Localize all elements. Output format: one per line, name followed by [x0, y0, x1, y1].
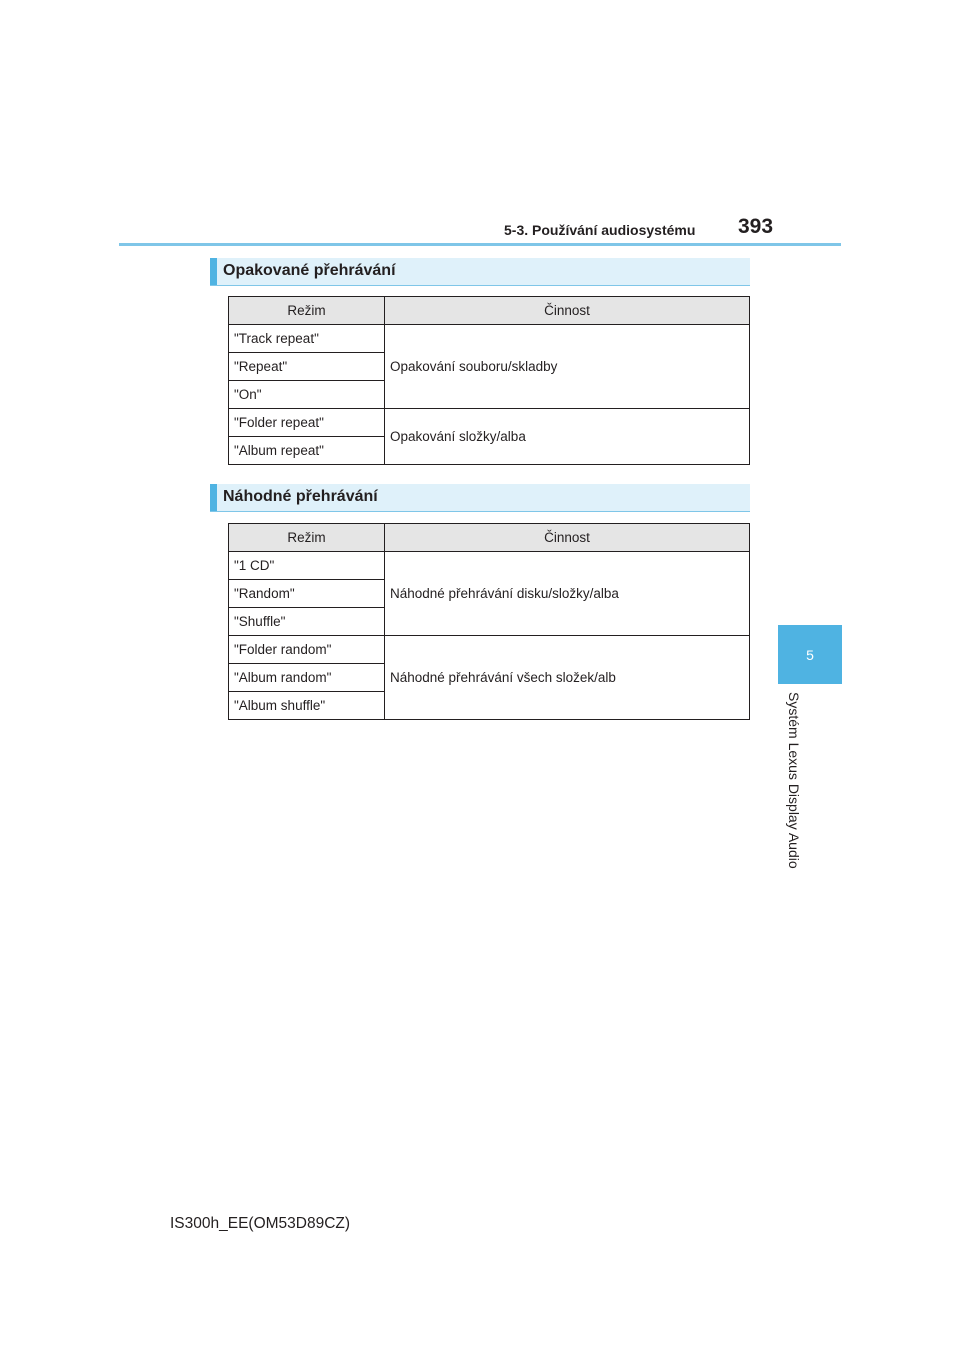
- mode-cell: "Folder random": [229, 636, 385, 664]
- mode-cell: "Album random": [229, 664, 385, 692]
- mode-cell: "Repeat": [229, 353, 385, 381]
- mode-cell: "1 CD": [229, 552, 385, 580]
- chapter-number: 5: [806, 646, 814, 663]
- chapter-tab: [778, 625, 842, 684]
- action-cell: Opakování souboru/skladby: [385, 325, 750, 409]
- column-header-mode: Režim: [229, 524, 385, 552]
- table-row: [229, 552, 750, 580]
- mode-cell: "Album repeat": [229, 437, 385, 465]
- section-heading-title: Náhodné přehrávání: [223, 488, 378, 505]
- section-heading-repeat: [210, 258, 750, 286]
- mode-cell: "Track repeat": [229, 325, 385, 353]
- document-code: IS300h_EE(OM53D89CZ): [170, 1215, 351, 1232]
- table-row: [229, 325, 750, 353]
- chapter-title: Systém Lexus Display Audio: [786, 692, 802, 869]
- section-title: 5-3. Používání audiosystému: [504, 222, 696, 238]
- column-header-action: Činnost: [385, 524, 750, 552]
- mode-cell: "Album shuffle": [229, 692, 385, 720]
- mode-cell: "On": [229, 381, 385, 409]
- section-heading-random: [210, 484, 750, 512]
- table-row: [229, 636, 750, 664]
- mode-cell: "Folder repeat": [229, 409, 385, 437]
- random-table: [228, 523, 750, 720]
- action-cell: Opakování složky/alba: [385, 409, 750, 465]
- heading-accent-bar: [210, 258, 217, 285]
- action-cell: Náhodné přehrávání disku/složky/alba: [385, 552, 750, 636]
- heading-accent-bar: [210, 484, 217, 511]
- column-header-action: Činnost: [385, 297, 750, 325]
- column-header-mode: Režim: [229, 297, 385, 325]
- table-row: [229, 409, 750, 437]
- action-cell: Náhodné přehrávání všech složek/alb: [385, 636, 750, 720]
- page-number: 393: [738, 215, 774, 238]
- section-heading-title: Opakované přehrávání: [223, 262, 396, 279]
- table-header-row: [229, 524, 750, 552]
- table-header-row: [229, 297, 750, 325]
- header-divider: [119, 243, 841, 246]
- mode-cell: "Shuffle": [229, 608, 385, 636]
- repeat-table: [228, 296, 750, 465]
- mode-cell: "Random": [229, 580, 385, 608]
